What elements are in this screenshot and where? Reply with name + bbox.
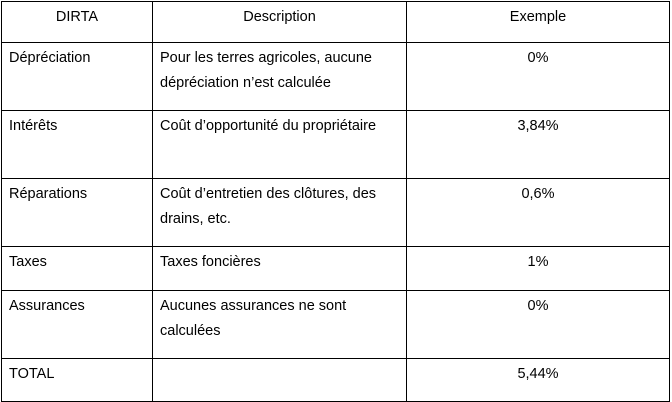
cell-total-label: TOTAL <box>2 359 153 402</box>
cell-item: Intérêts <box>2 111 153 179</box>
dirta-cost-table <box>1 1 670 402</box>
table-row <box>2 291 670 359</box>
cell-item: Réparations <box>2 179 153 247</box>
table-row <box>2 179 670 247</box>
header-dirta: DIRTA <box>2 2 153 43</box>
cell-example: 1% <box>407 247 670 291</box>
cell-example: 3,84% <box>407 111 670 179</box>
cell-item: Dépréciation <box>2 43 153 111</box>
cell-description: Pour les terres agricoles, aucune dépréciation n’est calculée <box>153 43 407 111</box>
table-header-row <box>2 2 670 43</box>
cell-description <box>153 359 407 402</box>
header-exemple: Exemple <box>407 2 670 43</box>
cell-total-value: 5,44% <box>407 359 670 402</box>
cell-example: 0,6% <box>407 179 670 247</box>
table-row <box>2 111 670 179</box>
table-total-row <box>2 359 670 402</box>
table-row <box>2 247 670 291</box>
cell-item: Taxes <box>2 247 153 291</box>
cell-description: Aucunes assurances ne sont calculées <box>153 291 407 359</box>
table-row <box>2 43 670 111</box>
cell-item: Assurances <box>2 291 153 359</box>
cell-example: 0% <box>407 43 670 111</box>
cell-example: 0% <box>407 291 670 359</box>
cell-description: Coût d’entretien des clôtures, des drains, etc. <box>153 179 407 247</box>
header-description: Description <box>153 2 407 43</box>
cell-description: Coût d’opportunité du propriétaire <box>153 111 407 179</box>
cell-description: Taxes foncières <box>153 247 407 291</box>
